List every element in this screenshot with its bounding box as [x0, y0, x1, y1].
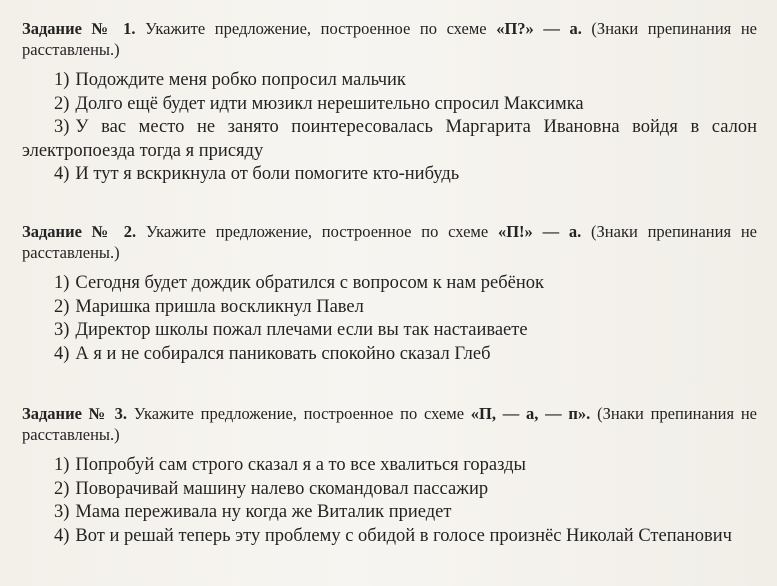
task-2-instruction: Укажите предложение, построенное по схеме — [136, 222, 498, 241]
option-number: 1) — [54, 70, 70, 90]
option-text: Маришка пришла воскликнул Павел — [75, 296, 364, 317]
answer-option — [22, 525, 757, 549]
answer-option — [22, 296, 757, 320]
option-text: Сегодня будет дождик обратился с вопросом к нам ребёнок — [75, 273, 545, 293]
answer-option — [22, 319, 757, 343]
answer-option — [22, 454, 757, 478]
task-1-note: (Знаки препинания не расставлены.) — [22, 19, 757, 59]
option-text: А я и не собирался паниковать спокойно сказал Глеб — [75, 343, 491, 364]
answer-option — [22, 116, 757, 163]
task-3-instruction: Укажите предложение, построенное по схеме — [127, 404, 471, 423]
task-1-heading — [22, 18, 757, 60]
option-text: Подождите меня робко попросил мальчик — [75, 70, 406, 90]
answer-option — [22, 343, 757, 367]
option-text: Вот и решай теперь эту проблему с обидой в голосе произнёс Николай Степанович — [75, 525, 732, 546]
answer-option — [22, 501, 757, 525]
task-3-number: Задание № 3. — [22, 404, 128, 423]
task-1-scheme: «П?» — а. — [496, 19, 582, 38]
task-1-instruction: Укажите предложение, построенное по схеме — [135, 19, 497, 38]
task-2-scheme: «П!» — а. — [497, 222, 582, 241]
task-3-heading — [22, 403, 757, 445]
task-3-note: (Знаки препинания не расставлены.) — [22, 404, 757, 444]
option-number: 3) — [54, 117, 70, 137]
option-number: 3) — [54, 502, 70, 522]
task-2-note: (Знаки препинания не расставлены.) — [22, 222, 757, 262]
option-number: 3) — [54, 320, 70, 340]
task-2 — [22, 221, 757, 366]
answer-option — [22, 478, 757, 502]
task-3-options — [22, 454, 757, 548]
task-2-number: Задание № 2. — [22, 222, 137, 241]
option-text: Директор школы пожал плечами если вы так настаиваете — [75, 320, 528, 340]
option-text: У вас место не занято поинтересовалась Маргарита Ивановна войдя в салон электропоезда тогда я присяду — [22, 117, 757, 161]
task-1-number: Задание № 1. — [22, 19, 136, 38]
task-1-options — [22, 69, 757, 187]
answer-option — [22, 69, 757, 93]
task-2-heading — [22, 221, 757, 263]
answer-option — [22, 272, 757, 296]
task-1 — [22, 18, 757, 187]
option-text: Долго ещё будет идти мюзикл нерешительно спросил Максимка — [75, 93, 584, 114]
option-number: 4) — [54, 164, 70, 184]
option-number: 1) — [54, 273, 70, 293]
task-2-options — [22, 272, 757, 366]
option-text: И тут я вскрикнула от боли помогите кто-нибудь — [75, 164, 460, 184]
answer-option — [22, 163, 757, 187]
option-number: 2) — [54, 93, 70, 114]
option-number: 4) — [54, 525, 70, 546]
task-3 — [22, 403, 757, 548]
answer-option — [22, 93, 757, 117]
task-3-scheme: «П, — а, — п». — [470, 404, 591, 423]
option-number: 2) — [54, 478, 70, 499]
option-number: 1) — [54, 455, 70, 475]
option-number: 4) — [54, 343, 70, 364]
option-number: 2) — [54, 296, 70, 317]
option-text: Поворачивай машину налево скомандовал пассажир — [75, 478, 489, 499]
option-text: Мама переживала ну когда же Виталик приедет — [75, 502, 452, 522]
option-text: Попробуй сам строго сказал я а то все хвалиться горазды — [75, 455, 526, 475]
